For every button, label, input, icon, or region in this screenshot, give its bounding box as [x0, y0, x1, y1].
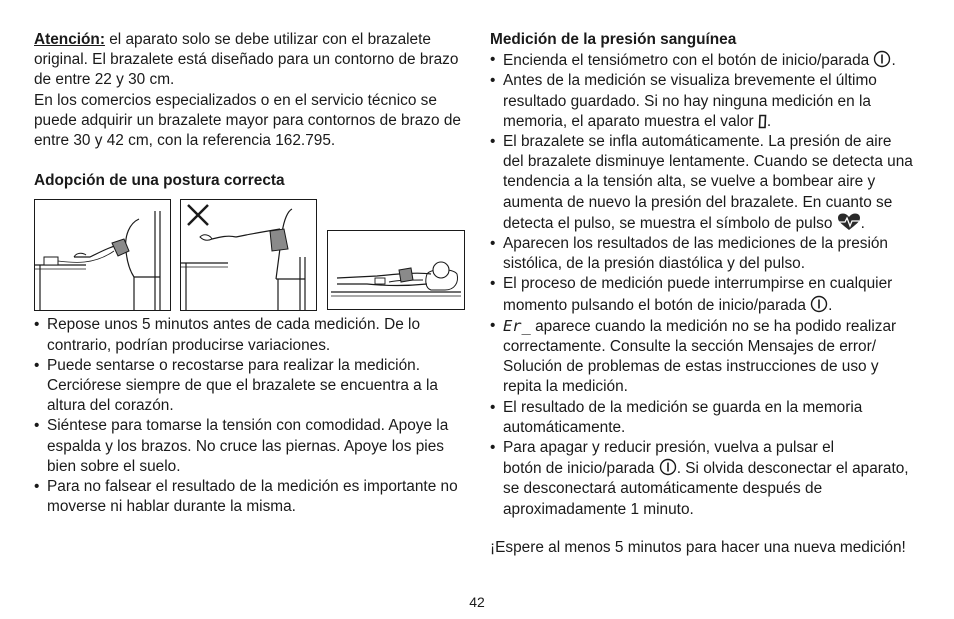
right-column	[490, 30, 915, 558]
posture-bullet-list	[34, 315, 466, 517]
measurement-bullet-list	[490, 50, 915, 520]
attention-label: Atención:	[34, 31, 105, 48]
shops-paragraph: En los comercios especializados o en el servicio técnico se puede adquirir un brazalete mayor para contornos de brazo de entre 30 y 42 cm, con la referencia 162.795.	[34, 91, 461, 150]
left-column	[34, 30, 466, 517]
list-item: • Siéntese para tomarse la tensión con comodidad. Apoye la espalda y los brazos. No cruce las piernas. Apoye los pies bien sobre el suelo.	[34, 416, 466, 477]
page-number: 42	[469, 594, 485, 610]
list-item: • Encienda el tensiómetro con el botón de inicio/parada .	[490, 50, 915, 71]
seated-correct-illustration	[34, 199, 171, 311]
list-item: • Aparecen los resultados de las mediciones de la presión sistólica, de la presión diastólica y del pulso.	[490, 234, 915, 274]
attention-text: el aparato solo se debe utilizar con el brazalete original. El brazalete está diseñado para un contorno de brazo de entre 22 y 30 cm.	[34, 31, 459, 89]
power-button-icon	[659, 458, 677, 476]
list-item: • El brazalete se infla automáticamente. La presión de aire del brazalete disminuye lentamente. Cuando se detecta una tendencia a la tensión alta, se vuelve a bombear aire y aumenta de nuevo la presión del brazalete. En cuanto se detecta el pulso, se muestra el símbolo de pulso .	[490, 132, 915, 234]
pulse-heart-icon	[837, 213, 861, 231]
list-item: • Puede sentarse o recostarse para realizar la medición. Cerciórese siempre de que el brazalete se encuentra a la altura del corazón.	[34, 356, 466, 417]
list-item: • Para apagar y reducir presión, vuelva a pulsar el botón de inicio/parada . Si olvida desconectar el aparato, se desconectará automáticamente después de aproximadamente 1 minuto.	[490, 438, 915, 520]
list-item: • Antes de la medición se visualiza brevemente el último resultado guardado. Si no hay ninguna medición en la memoria, el aparato muestra el valor .	[490, 71, 915, 132]
list-item: • El resultado de la medición se guarda en la memoria automáticamente.	[490, 398, 915, 438]
power-button-icon	[873, 50, 891, 68]
lcd-zero-icon	[758, 114, 767, 129]
posture-heading: Adopción de una postura correcta	[34, 172, 285, 190]
incorrect-posture-illustration	[180, 199, 317, 311]
attention-paragraph	[34, 30, 466, 91]
lying-down-illustration	[327, 230, 465, 310]
measurement-heading: Medición de la presión sanguínea	[490, 31, 737, 48]
posture-illustrations	[34, 199, 466, 311]
list-item: • Para no falsear el resultado de la medición es importante no moverse ni hablar durante la misma.	[34, 477, 466, 517]
list-item: • El proceso de medición puede interrumpirse en cualquier momento pulsando el botón de inicio/parada .	[490, 274, 915, 315]
list-item: • Repose unos 5 minutos antes de cada medición. De lo contrario, podrían producirse variaciones.	[34, 315, 466, 355]
list-item: • Er_ aparece cuando la medición no se ha podido realizar correctamente. Consulte la sección Mensajes de error/ Solución de problemas de estas instrucciones de uso y repita la medición.	[490, 316, 915, 398]
power-button-icon	[810, 295, 828, 313]
error-code: Er_	[503, 316, 531, 335]
final-note: ¡Espere al menos 5 minutos para hacer una nueva medición!	[490, 538, 906, 556]
